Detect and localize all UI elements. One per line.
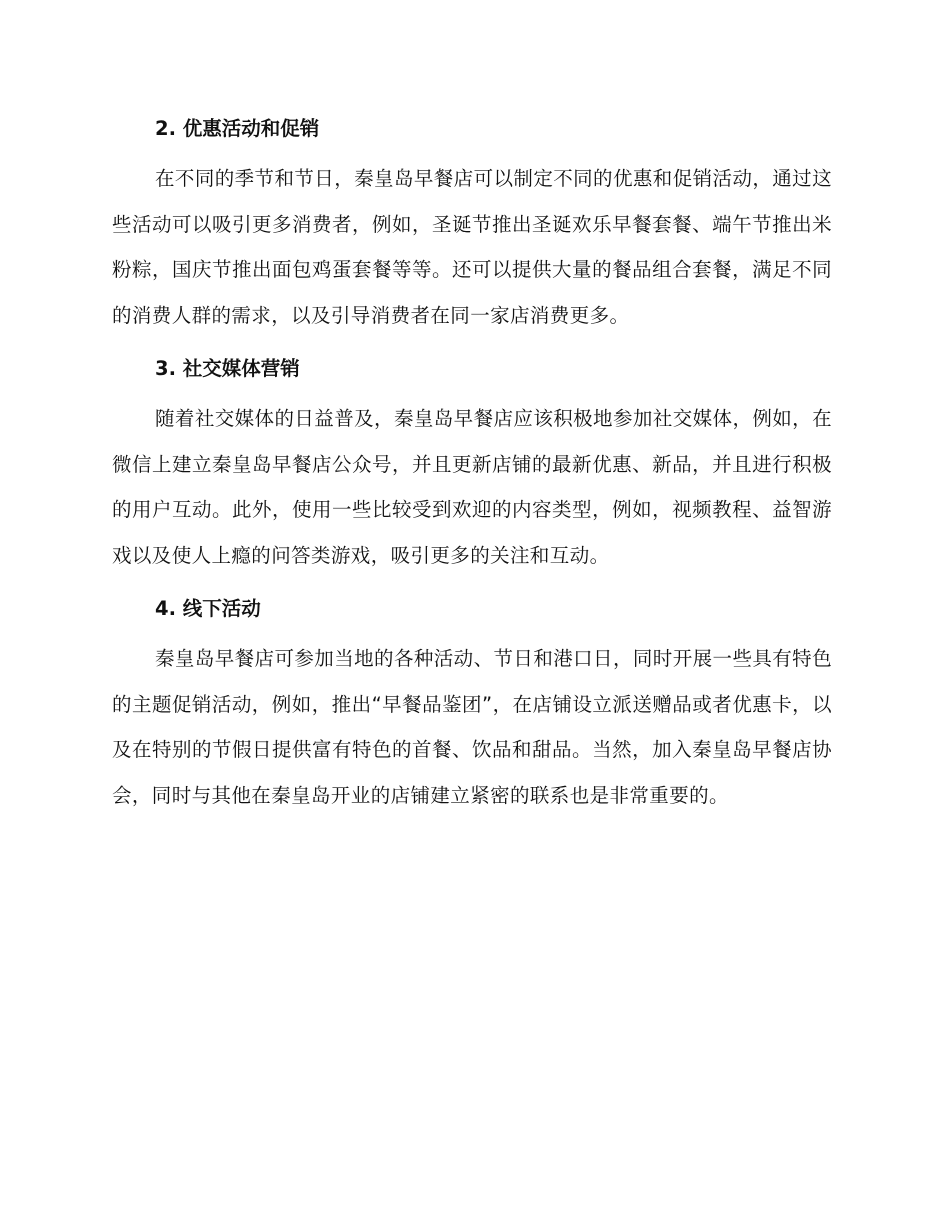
section-social-media: [112, 352, 832, 578]
section-paragraph: 随着社交媒体的日益普及，秦皇岛早餐店应该积极地参加社交媒体，例如，在微信上建立秦皇岛早餐店公众号，并且更新店铺的最新优惠、新品，并且进行积极的用户互动。此外，使用一些比较受到欢迎的内容类型，例如，视频教程、益智游戏以及使人上瘾的问答类游戏，吸引更多的关注和互动。: [112, 407, 832, 567]
section-heading: 4. 线下活动: [155, 597, 261, 620]
section-paragraph: 秦皇岛早餐店可参加当地的各种活动、节日和港口日，同时开展一些具有特色的主题促销活动，例如，推出“早餐品鉴团”，在店铺设立派送赠品或者优惠卡，以及在特别的节假日提供富有特色的首餐、饮品和甜品。当然，加入秦皇岛早餐店协会，同时与其他在秦皇岛开业的店铺建立紧密的联系也是非常重要的。: [112, 647, 832, 807]
document-page: [112, 112, 832, 818]
section-heading: 3. 社交媒体营销: [155, 357, 300, 380]
section-promotions: [112, 112, 832, 338]
section-heading: 2. 优惠活动和促销: [155, 117, 320, 140]
section-paragraph: 在不同的季节和节日，秦皇岛早餐店可以制定不同的优惠和促销活动，通过这些活动可以吸引更多消费者，例如，圣诞节推出圣诞欢乐早餐套餐、端午节推出米粉粽，国庆节推出面包鸡蛋套餐等等。还可以提供大量的餐品组合套餐，满足不同的消费人群的需求，以及引导消费者在同一家店消费更多。: [112, 167, 832, 327]
section-offline-events: [112, 592, 832, 818]
